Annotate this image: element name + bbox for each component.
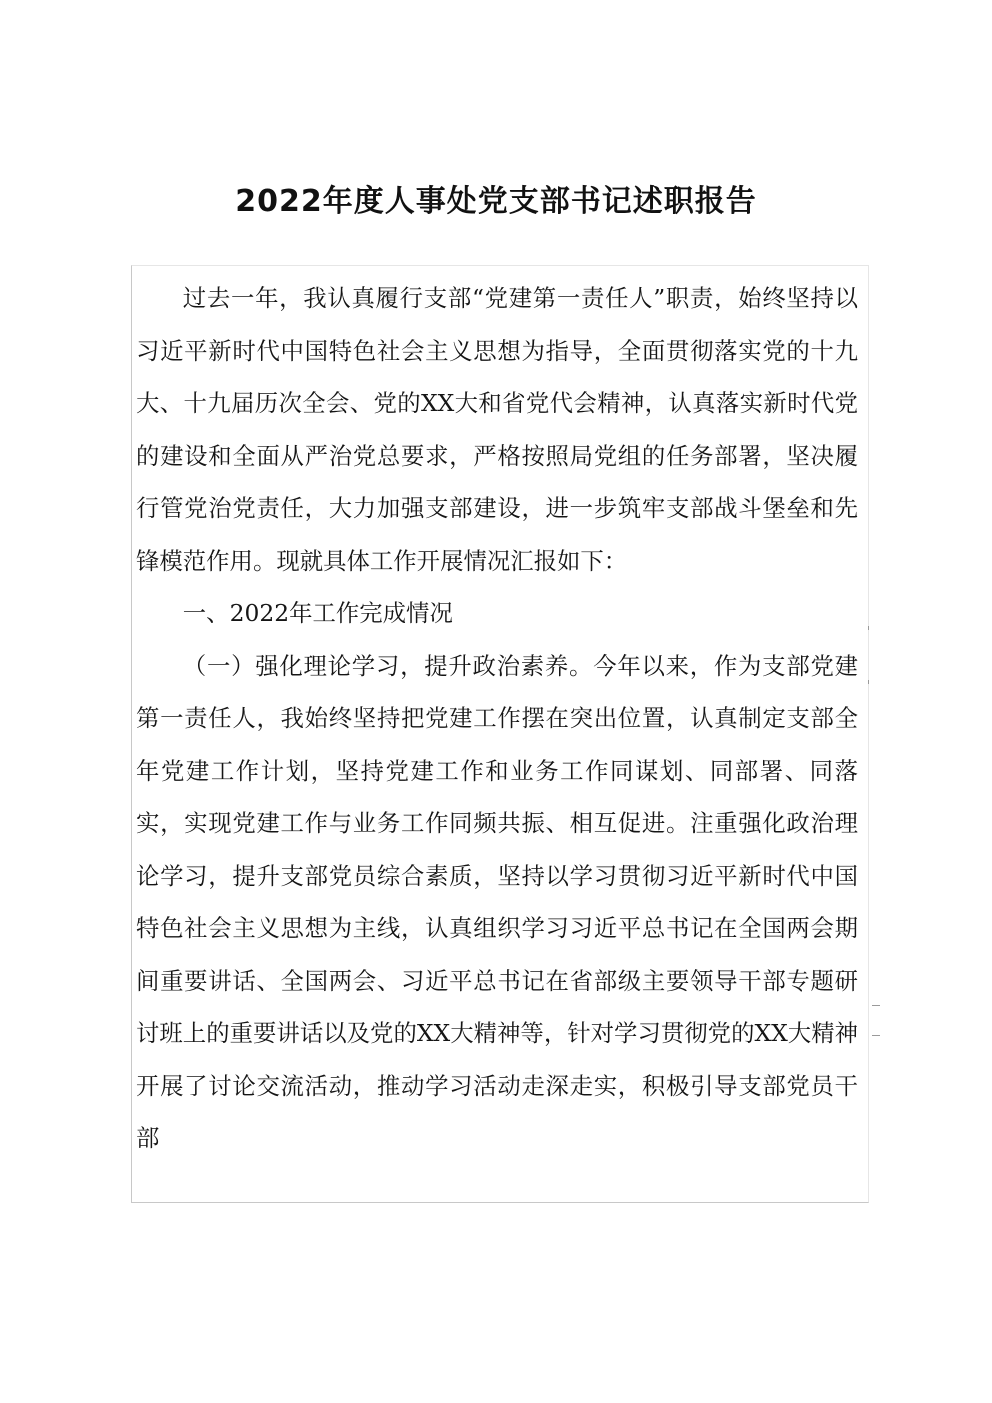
document-body — [136, 272, 858, 1165]
section-heading-1: 一、2022年工作完成情况 — [182, 599, 453, 627]
margin-mark — [868, 680, 869, 684]
margin-mark — [868, 626, 869, 630]
paragraph-intro: 过去一年，我认真履行支部“党建第一责任人”职责，始终坚持以习近平新时代中国特色社会主义思想为指导，全面贯彻落实党的十九大、十九届历次全会、党的XX大和省党代会精神，认真落实新时代党的建设和全面从严治党总要求，严格按照局党组的任务部署，坚决履行管党治党责任，大力加强支部建设，进一步筑牢支部战斗堡垒和先锋模范作用。现就具体工作开展情况汇报如下： — [136, 284, 858, 575]
paragraph-theory-study: （一）强化理论学习，提升政治素养。今年以来，作为支部党建第一责任人，我始终坚持把党建工作摆在突出位置，认真制定支部全年党建工作计划，坚持党建工作和业务工作同谋划、同部署、同落实，实现党建工作与业务工作同频共振、相互促进。注重强化政治理论学习，提升支部党员综合素质，坚持以学习贯彻习近平新时代中国特色社会主义思想为主线，认真组织学习习近平总书记在全国两会期间重要讲话、全国两会、习近平总书记在省部级主要领导干部专题研讨班上的重要讲话以及党的XX大精神等，针对学习贯彻党的XX大精神开展了讨论交流活动，推动学习活动走深走实，积极引导支部党员干部 — [136, 651, 858, 1152]
margin-mark — [872, 1035, 880, 1036]
margin-mark — [872, 1005, 880, 1006]
document-title: 2022年度人事处党支部书记述职报告 — [235, 184, 757, 219]
